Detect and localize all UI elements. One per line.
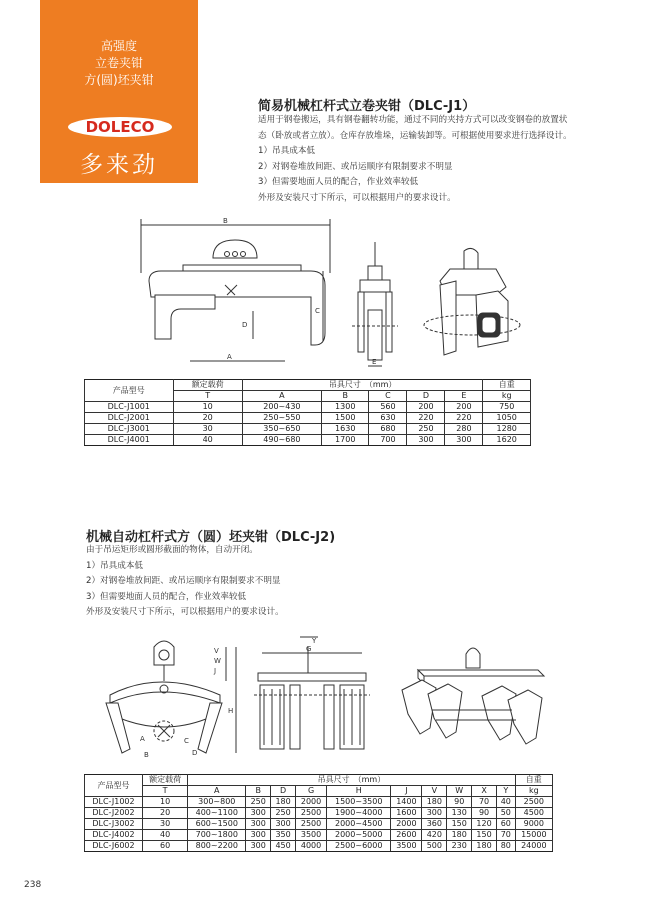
- th-unit: kg: [483, 391, 531, 402]
- th-load: 额定载荷: [142, 775, 187, 786]
- table-cell: 700: [369, 435, 407, 446]
- table-cell: 150: [472, 830, 497, 841]
- dim-label-c: C: [184, 737, 189, 745]
- table-cell: DLC-J4001: [85, 435, 174, 446]
- clamp-side-diagram: [350, 240, 400, 370]
- table-cell: 15000: [515, 830, 552, 841]
- table-cell: 450: [271, 841, 296, 852]
- table-cell: 3500: [391, 841, 422, 852]
- table-cell: 60: [497, 819, 516, 830]
- table-cell: 300~800: [188, 797, 246, 808]
- table-cell: 180: [271, 797, 296, 808]
- table-cell: DLC-J2002: [85, 808, 143, 819]
- table-row: [85, 808, 553, 819]
- table-cell: DLC-J6002: [85, 841, 143, 852]
- table-cell: 90: [472, 808, 497, 819]
- table-cell: DLC-J4002: [85, 830, 143, 841]
- table-cell: 150: [447, 819, 472, 830]
- th-unit: B: [246, 786, 271, 797]
- table-cell: 250: [407, 424, 445, 435]
- table-cell: 300: [271, 819, 296, 830]
- section1-line: 2）对钢卷堆放间距、或吊运顺序有限制要求不明显: [258, 161, 453, 172]
- table-j2-body: [85, 797, 553, 852]
- th-unit: J: [391, 786, 422, 797]
- table-cell: 300: [246, 841, 271, 852]
- table-cell: 20: [142, 808, 187, 819]
- th-unit: T: [142, 786, 187, 797]
- table-row: [85, 424, 531, 435]
- dim-label-h: H: [228, 707, 234, 715]
- section2-line: 1）吊具成本低: [86, 560, 144, 571]
- table-cell: 700~1800: [188, 830, 246, 841]
- section1-title: 简易机械杠杆式立卷夹钳（DLC-J1）: [258, 99, 476, 114]
- table-cell: 1050: [483, 413, 531, 424]
- dim-label-a: A: [140, 735, 145, 743]
- table-cell: 1900~4000: [327, 808, 391, 819]
- dim-label-g: G: [306, 645, 312, 653]
- table-cell: DLC-J3002: [85, 819, 143, 830]
- table-cell: DLC-J3001: [85, 424, 174, 435]
- table-cell: 1600: [391, 808, 422, 819]
- billet-clamp-3d-diagram: [392, 636, 554, 756]
- table-cell: 600~1500: [188, 819, 246, 830]
- table-cell: 1500: [321, 413, 369, 424]
- table-cell: 120: [472, 819, 497, 830]
- logo-text: DOLECO: [85, 118, 155, 136]
- th-unit: A: [242, 391, 321, 402]
- brand-line-1: 高强度: [100, 39, 137, 53]
- table-cell: 2500~6000: [327, 841, 391, 852]
- th-unit: Y: [497, 786, 516, 797]
- th-load: 额定载荷: [173, 380, 242, 391]
- table-cell: 200~430: [242, 402, 321, 413]
- th-unit: T: [173, 391, 242, 402]
- table-cell: 420: [422, 830, 447, 841]
- section2-line: 由于吊运矩形或圆形截面的物体，自动开闭。: [86, 545, 258, 555]
- table-row: [85, 841, 553, 852]
- th-unit: X: [472, 786, 497, 797]
- table-cell: 2000: [296, 797, 327, 808]
- table-cell: 2000~4500: [327, 819, 391, 830]
- table-cell: 2500: [296, 808, 327, 819]
- section2-description: [86, 543, 284, 621]
- th-unit: kg: [515, 786, 552, 797]
- section1-line: 态（卧放或者立放）。仓库存放堆垛，运输装卸等。可根据使用要求进行选择设计。: [258, 130, 572, 141]
- page-number: 238: [24, 880, 42, 890]
- table-cell: 2500: [515, 797, 552, 808]
- spec-table-j1: [84, 379, 531, 446]
- table-cell: 180: [472, 841, 497, 852]
- section1-line: 1）吊具成本低: [258, 146, 316, 156]
- section2-line: 3）但需要地面人员的配合，作业效率较低: [86, 591, 247, 602]
- dim-label-j: J: [214, 667, 217, 675]
- brand-line-3: 方(圆)坯夹钳: [84, 73, 154, 87]
- table-cell: 250~550: [242, 413, 321, 424]
- section1-line: 3）但需要地面人员的配合，作业效率较低: [258, 177, 419, 187]
- table-cell: 30: [142, 819, 187, 830]
- table-row: [85, 830, 553, 841]
- table-cell: 40: [173, 435, 242, 446]
- billet-clamp-side-diagram: [250, 633, 375, 758]
- section1-description: [258, 113, 572, 206]
- table-cell: 300: [407, 435, 445, 446]
- table-cell: 2500: [296, 819, 327, 830]
- dim-label-e: E: [372, 358, 377, 366]
- table-cell: 630: [369, 413, 407, 424]
- table-cell: DLC-J1002: [85, 797, 143, 808]
- brand-block: [40, 0, 198, 183]
- brand-line-2: 立卷夹钳: [94, 56, 143, 70]
- dim-label-c: C: [315, 307, 320, 315]
- table-cell: 4500: [515, 808, 552, 819]
- brand-cn-name: 多来劲: [80, 152, 158, 178]
- table-cell: 220: [407, 413, 445, 424]
- table-cell: 200: [407, 402, 445, 413]
- table-cell: 2600: [391, 830, 422, 841]
- section2-line: 外形及安装尺寸下所示，可以根据用户的要求设计。: [86, 607, 284, 617]
- table-cell: 1630: [321, 424, 369, 435]
- section1-line: 外形及安装尺寸下所示，可以根据用户的要求设计。: [258, 192, 456, 203]
- table-cell: 10: [173, 402, 242, 413]
- table-cell: 280: [445, 424, 483, 435]
- th-unit: W: [447, 786, 472, 797]
- table-cell: 1700: [321, 435, 369, 446]
- table-cell: 360: [422, 819, 447, 830]
- clamp-3d-diagram: [420, 245, 525, 360]
- th-dims: 吊具尺寸 （mm）: [188, 775, 515, 786]
- table-cell: 2000~5000: [327, 830, 391, 841]
- dim-label-d: D: [192, 749, 198, 757]
- table-cell: 10: [142, 797, 187, 808]
- table-cell: 50: [497, 808, 516, 819]
- th-weight: 自重: [483, 380, 531, 391]
- table-cell: 24000: [515, 841, 552, 852]
- table-cell: 680: [369, 424, 407, 435]
- table-cell: 300: [246, 830, 271, 841]
- table-cell: 490~680: [242, 435, 321, 446]
- table-cell: 30: [173, 424, 242, 435]
- table-cell: 300: [246, 819, 271, 830]
- table-row: [85, 819, 553, 830]
- table-cell: 70: [497, 830, 516, 841]
- table-cell: 220: [445, 413, 483, 424]
- table-cell: 400~1100: [188, 808, 246, 819]
- table-row: [85, 435, 531, 446]
- th-unit: A: [188, 786, 246, 797]
- table-cell: 70: [472, 797, 497, 808]
- dim-label-b: B: [223, 217, 228, 225]
- table-cell: DLC-J1001: [85, 402, 174, 413]
- table-cell: 4000: [296, 841, 327, 852]
- th-unit: V: [422, 786, 447, 797]
- table-cell: 250: [246, 797, 271, 808]
- table-cell: 560: [369, 402, 407, 413]
- table-cell: 90: [447, 797, 472, 808]
- table-cell: 1400: [391, 797, 422, 808]
- section1-line: 适用于钢卷搬运，具有钢卷翻转功能，通过不同的夹持方式可以改变钢卷的放置状: [258, 115, 568, 125]
- table-cell: 20: [173, 413, 242, 424]
- table-cell: 60: [142, 841, 187, 852]
- billet-clamp-front-diagram: [92, 633, 242, 763]
- table-cell: 750: [483, 402, 531, 413]
- table-cell: 9000: [515, 819, 552, 830]
- table-cell: 1300: [321, 402, 369, 413]
- dim-label-b: B: [144, 751, 149, 759]
- table-j1-body: [85, 402, 531, 446]
- th-unit: D: [271, 786, 296, 797]
- table-cell: 250: [271, 808, 296, 819]
- table-cell: 1280: [483, 424, 531, 435]
- table-j2-units: [85, 786, 553, 797]
- table-row: [85, 413, 531, 424]
- table-cell: 1620: [483, 435, 531, 446]
- table-cell: 1500~3500: [327, 797, 391, 808]
- th-unit: H: [327, 786, 391, 797]
- th-unit: C: [369, 391, 407, 402]
- table-cell: 300: [445, 435, 483, 446]
- th-unit: D: [407, 391, 445, 402]
- table-cell: 80: [497, 841, 516, 852]
- dim-label-y: Y: [312, 637, 317, 645]
- table-cell: 180: [447, 830, 472, 841]
- dim-label-a: A: [227, 353, 232, 361]
- table-cell: DLC-J2001: [85, 413, 174, 424]
- table-cell: 800~2200: [188, 841, 246, 852]
- th-unit: B: [321, 391, 369, 402]
- th-unit: E: [445, 391, 483, 402]
- table-row: [85, 797, 553, 808]
- th-dims: 吊具尺寸 （mm）: [242, 380, 483, 391]
- th-weight: 自重: [515, 775, 552, 786]
- doleco-logo: [68, 116, 172, 138]
- table-cell: 180: [422, 797, 447, 808]
- table-cell: 300: [246, 808, 271, 819]
- table-cell: 230: [447, 841, 472, 852]
- spec-table-j2: [84, 774, 553, 852]
- clamp-front-diagram: [135, 213, 335, 373]
- th-model: 产品型号: [85, 775, 143, 797]
- table-cell: 130: [447, 808, 472, 819]
- table-cell: 500: [422, 841, 447, 852]
- table-cell: 300: [422, 808, 447, 819]
- dim-label-d: D: [242, 321, 248, 329]
- table-cell: 2000: [391, 819, 422, 830]
- section2-line: 2）对钢卷堆放间距、或吊运顺序有限制要求不明显: [86, 576, 281, 586]
- table-cell: 350~650: [242, 424, 321, 435]
- dim-label-v: V: [214, 647, 219, 655]
- section2-title: 机械自动杠杆式方（圆）坯夹钳（DLC-J2): [86, 530, 336, 545]
- table-row: [85, 402, 531, 413]
- table-cell: 40: [142, 830, 187, 841]
- table-cell: 3500: [296, 830, 327, 841]
- dim-label-w: W: [214, 657, 221, 665]
- table-cell: 40: [497, 797, 516, 808]
- table-cell: 200: [445, 402, 483, 413]
- th-model: 产品型号: [85, 380, 174, 402]
- th-unit: G: [296, 786, 327, 797]
- table-cell: 350: [271, 830, 296, 841]
